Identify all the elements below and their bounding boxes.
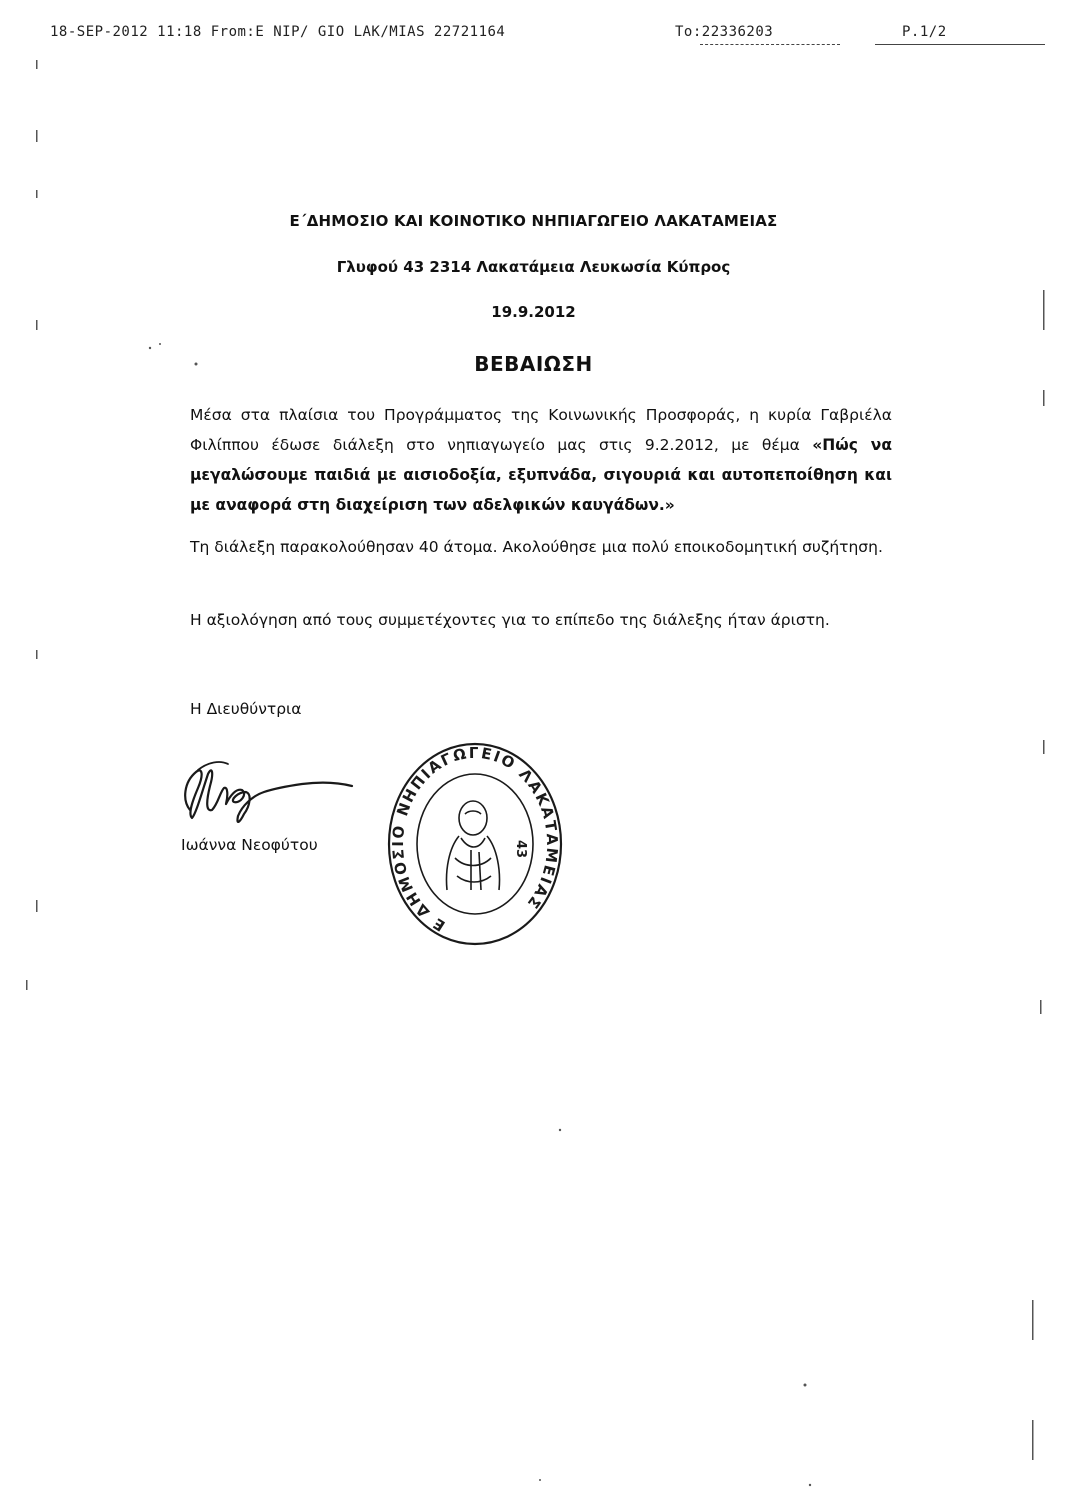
document-title: ΒΕΒΑΙΩΣΗ [474, 352, 593, 376]
fax-recipient: To:22336203 [675, 24, 774, 40]
paragraph-lecture [190, 400, 892, 520]
stamp-portrait-icon [447, 801, 500, 890]
school-name: Ε΄ΔΗΜΟΣΙΟ ΚΑΙ ΚΟΙΝΟΤΙΚΟ ΝΗΠΙΑΓΩΓΕΙΟ ΛΑΚΑΤΑΜΕΙΑΣ [289, 212, 778, 230]
fax-header-rule [875, 44, 1045, 45]
stamp-number: 43 [513, 840, 528, 859]
school-address: Γλυφού 43 2314 Λακατάμεια Λευκωσία Κύπρος [336, 258, 731, 276]
signer-role: Η Διευθύντρια [190, 700, 302, 718]
paragraph-evaluation: Η αξιολόγηση από τους συμμετέχοντες για το επίπεδο της διάλεξης ήταν άριστη. [190, 611, 830, 629]
paragraph-lecture-intro: Μέσα στα πλαίσια του Προγράμματος της Κοινωνικής Προσφοράς, η κυρία Γαβριέλα Φιλίππου έδωσε διάλεξη στο νηπιαγωγείο μας στις 9.2.2012, με θέμα [190, 406, 892, 454]
fax-page-number: P.1/2 [902, 24, 947, 40]
fax-header [0, 22, 1067, 46]
lecture-topic: «Πώς να μεγαλώσουμε παιδιά με αισιοδοξία, εξυπνάδα, σιγουριά και αυτοπεποίθηση και με αναφορά στη διαχείριση των αδελφικών καυγάδων.» [190, 436, 892, 514]
paragraph-attendance: Τη διάλεξη παρακολούθησαν 40 άτομα. Ακολούθησε μια πολύ εποικοδομητική συζήτηση. [190, 538, 883, 556]
school-stamp [385, 740, 565, 950]
signer-name: Ιωάννα Νεοφύτου [181, 836, 318, 854]
svg-text:Ε ΔΗΜΟΣΙΟ ΝΗΠΙΑΓΩΓΕΙΟ ΛΑΚΑΤΑΜΕ: Ε ΔΗΜΟΣΙΟ ΝΗΠΙΑΓΩΓΕΙΟ ΛΑΚΑΤΑΜΕΙΑΣ [388, 743, 562, 935]
fax-sender-line: 18-SEP-2012 11:18 From:E NIP/ GIO LAK/MIAS 22721164 [50, 24, 506, 40]
document-date: 19.9.2012 [491, 303, 576, 321]
handwritten-signature [168, 752, 368, 842]
fax-header-rule [700, 44, 840, 45]
